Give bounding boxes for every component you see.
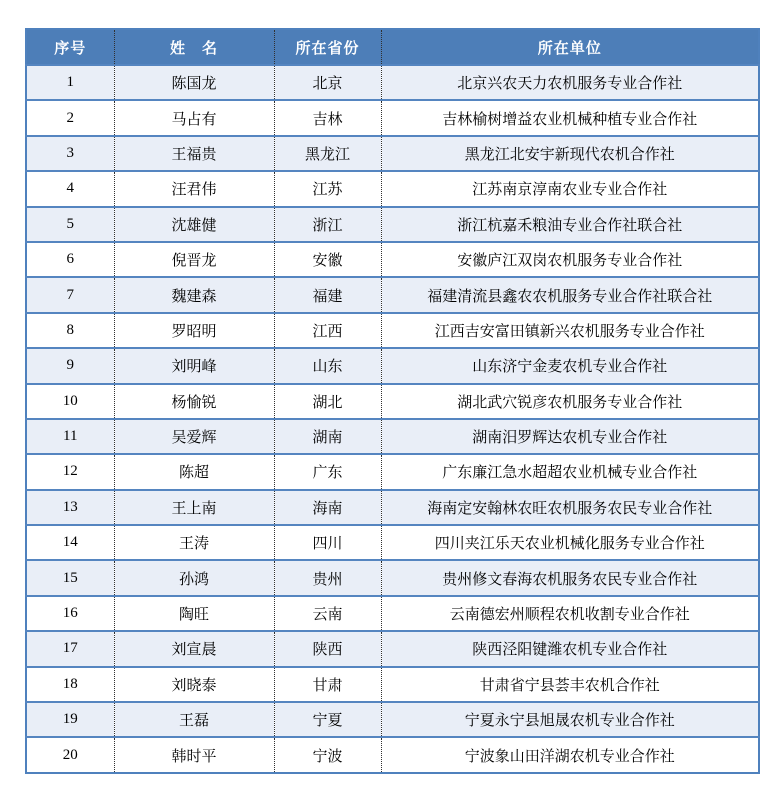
cell-organization: 山东济宁金麦农机专业合作社 [381,348,759,383]
cell-name: 王涛 [114,525,274,560]
cell-province: 甘肃 [274,667,381,702]
table-row [26,419,759,454]
cell-name: 陈超 [114,454,274,489]
cell-name: 刘明峰 [114,348,274,383]
cell-organization: 云南德宏州顺程农机收割专业合作社 [381,596,759,631]
cell-province: 福建 [274,277,381,312]
cell-index: 13 [26,490,114,525]
cell-name: 魏建森 [114,277,274,312]
column-header-province: 所在省份 [274,29,381,65]
cell-index: 5 [26,207,114,242]
cell-index: 8 [26,313,114,348]
cell-province: 黑龙江 [274,136,381,171]
cell-province: 山东 [274,348,381,383]
cell-name: 陶旺 [114,596,274,631]
cell-name: 杨愉锐 [114,384,274,419]
table-body [26,65,759,773]
cell-organization: 湖北武穴锐彦农机服务专业合作社 [381,384,759,419]
cell-name: 孙鸿 [114,560,274,595]
cell-organization: 宁波象山田洋湖农机专业合作社 [381,737,759,772]
cell-name: 韩时平 [114,737,274,772]
table-row [26,560,759,595]
cell-name: 刘晓泰 [114,667,274,702]
table-row [26,596,759,631]
table-row [26,348,759,383]
cell-province: 贵州 [274,560,381,595]
cell-index: 6 [26,242,114,277]
table-row [26,277,759,312]
cell-province: 海南 [274,490,381,525]
cell-organization: 江西吉安富田镇新兴农机服务专业合作社 [381,313,759,348]
cell-organization: 宁夏永宁县旭晟农机专业合作社 [381,702,759,737]
table-row [26,490,759,525]
cell-index: 16 [26,596,114,631]
column-header-name: 姓 名 [114,29,274,65]
cell-index: 14 [26,525,114,560]
cell-organization: 广东廉江急水超超农业机械专业合作社 [381,454,759,489]
table-row [26,207,759,242]
cell-province: 云南 [274,596,381,631]
cell-province: 浙江 [274,207,381,242]
cell-index: 7 [26,277,114,312]
cell-organization: 福建清流县鑫农农机服务专业合作社联合社 [381,277,759,312]
cooperatives-table [25,28,760,774]
cell-province: 湖北 [274,384,381,419]
cell-index: 20 [26,737,114,772]
cell-province: 宁夏 [274,702,381,737]
cell-name: 沈雄健 [114,207,274,242]
table-row [26,454,759,489]
cell-index: 1 [26,65,114,100]
cell-organization: 黑龙江北安宇新现代农机合作社 [381,136,759,171]
table-row [26,242,759,277]
cooperatives-table-container [25,28,760,774]
column-header-organization: 所在单位 [381,29,759,65]
table-row [26,136,759,171]
cell-index: 4 [26,171,114,206]
cell-province: 湖南 [274,419,381,454]
cell-index: 10 [26,384,114,419]
cell-organization: 吉林榆树增益农业机械种植专业合作社 [381,100,759,135]
cell-province: 安徽 [274,242,381,277]
cell-organization: 陕西泾阳键潍农机专业合作社 [381,631,759,666]
header-row [26,29,759,65]
cell-organization: 四川夹江乐天农业机械化服务专业合作社 [381,525,759,560]
cell-organization: 江苏南京淳南农业专业合作社 [381,171,759,206]
table-row [26,525,759,560]
cell-index: 12 [26,454,114,489]
cell-organization: 贵州修文春海农机服务农民专业合作社 [381,560,759,595]
table-row [26,65,759,100]
cell-province: 陕西 [274,631,381,666]
cell-province: 吉林 [274,100,381,135]
cell-name: 马占有 [114,100,274,135]
cell-name: 刘宣晨 [114,631,274,666]
cell-province: 四川 [274,525,381,560]
column-header-index: 序号 [26,29,114,65]
cell-organization: 甘肃省宁县荟丰农机合作社 [381,667,759,702]
cell-index: 2 [26,100,114,135]
cell-index: 19 [26,702,114,737]
cell-index: 11 [26,419,114,454]
cell-index: 18 [26,667,114,702]
table-row [26,667,759,702]
cell-province: 江苏 [274,171,381,206]
table-row [26,384,759,419]
table-row [26,100,759,135]
cell-province: 北京 [274,65,381,100]
cell-province: 宁波 [274,737,381,772]
cell-organization: 海南定安翰林农旺农机服务农民专业合作社 [381,490,759,525]
cell-name: 王上南 [114,490,274,525]
table-row [26,737,759,772]
cell-name: 王福贵 [114,136,274,171]
table-row [26,631,759,666]
cell-province: 广东 [274,454,381,489]
cell-name: 王磊 [114,702,274,737]
cell-organization: 湖南汨罗辉达农机专业合作社 [381,419,759,454]
cell-name: 陈国龙 [114,65,274,100]
cell-organization: 安徽庐江双岗农机服务专业合作社 [381,242,759,277]
cell-name: 吴爱辉 [114,419,274,454]
cell-province: 江西 [274,313,381,348]
table-row [26,313,759,348]
cell-index: 17 [26,631,114,666]
cell-index: 3 [26,136,114,171]
cell-name: 倪晋龙 [114,242,274,277]
table-row [26,702,759,737]
cell-name: 汪君伟 [114,171,274,206]
cell-index: 15 [26,560,114,595]
cell-name: 罗昭明 [114,313,274,348]
cell-index: 9 [26,348,114,383]
cell-organization: 浙江杭嘉禾粮油专业合作社联合社 [381,207,759,242]
cell-organization: 北京兴农天力农机服务专业合作社 [381,65,759,100]
table-row [26,171,759,206]
